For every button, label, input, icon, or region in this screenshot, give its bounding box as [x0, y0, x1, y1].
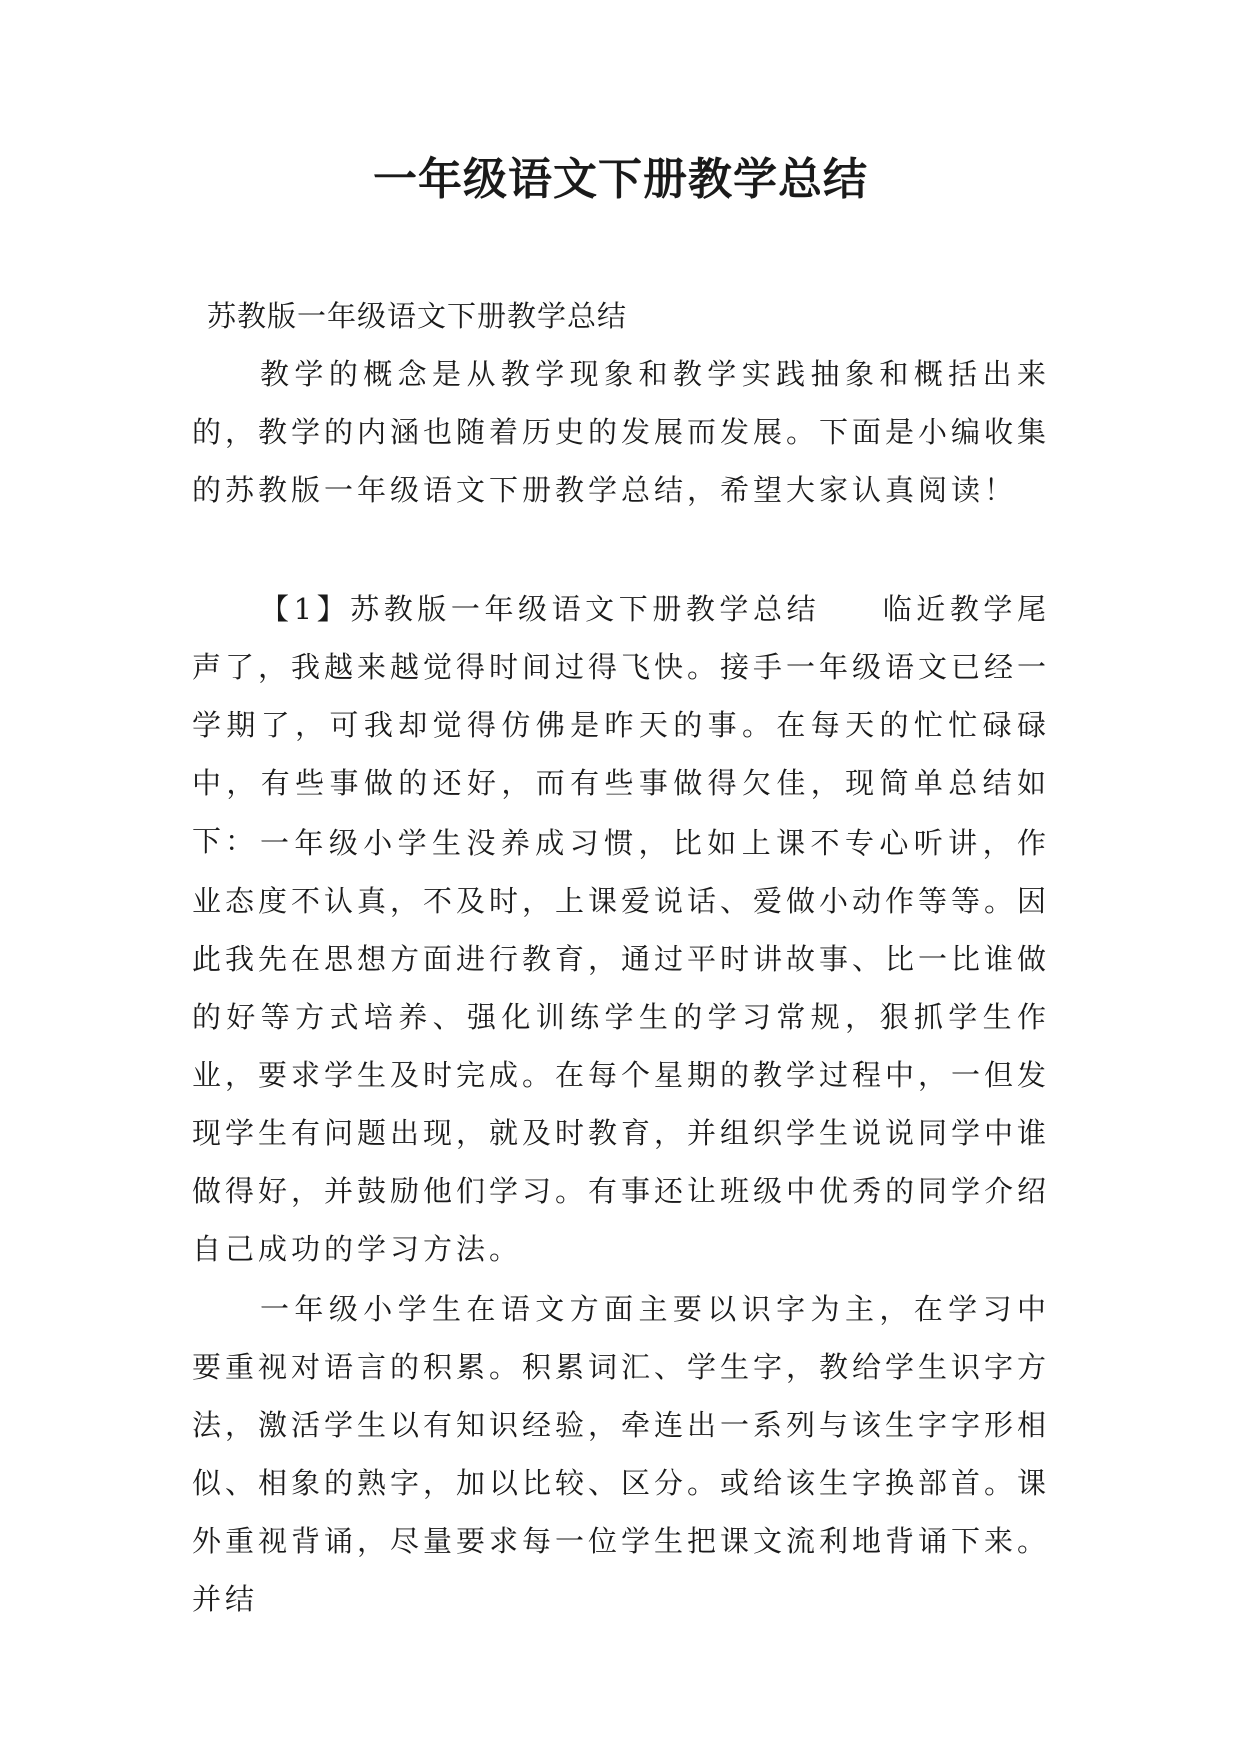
body-paragraph-2: 一年级小学生没养成习惯，比如上课不专心听讲，作业态度不认真，不及时，上课爱说话、爱做小动作等等。因此我先在思想方面进行教育，通过平时讲故事、比一比谁做的好等方式培养、强化训练学生的学习常规，狠抓学生作业，要求学生及时完成。在每个星期的教学过程中，一但发现学生有问题出现，就及时教育，并组织学生说说同学中谁做得好，并鼓励他们学习。有事还让班级中优秀的同学介绍自己成功的学习方法。 [192, 826, 1051, 1266]
document-title: 一年级语文下册教学总结 [373, 154, 868, 205]
body-paragraph-3: 一年级小学生在语文方面主要以识字为主，在学习中要重视对语言的积累。积累词汇、学生字，教给学生识字方法，激活学生以有知识经验，牵连出一系列与该生字字形相似、相象的熟字，加以比较、区分。或给该生字换部首。课外重视背诵，尽量要求每一位学生把课文流利地背诵下来。并结 [192, 1292, 1051, 1616]
document-subtitle: 苏教版一年级语文下册教学总结 [207, 299, 628, 333]
section-1-text: 临近教学尾声了，我越来越觉得时间过得飞快。接手一年级语文已经一学期了，可我却觉得仿佛是昨天的事。在每天的忙忙碌碌中，有些事做的还好，而有些事做得欠佳，现简单总结如下： [192, 592, 1051, 858]
section-1-heading: 【1】苏教版一年级语文下册教学总结 [260, 592, 821, 626]
intro-paragraph: 教学的概念是从教学现象和教学实践抽象和概括出来的，教学的内涵也随着历史的发展而发展。下面是小编收集的苏教版一年级语文下册教学总结，希望大家认真阅读！ [192, 357, 1051, 507]
